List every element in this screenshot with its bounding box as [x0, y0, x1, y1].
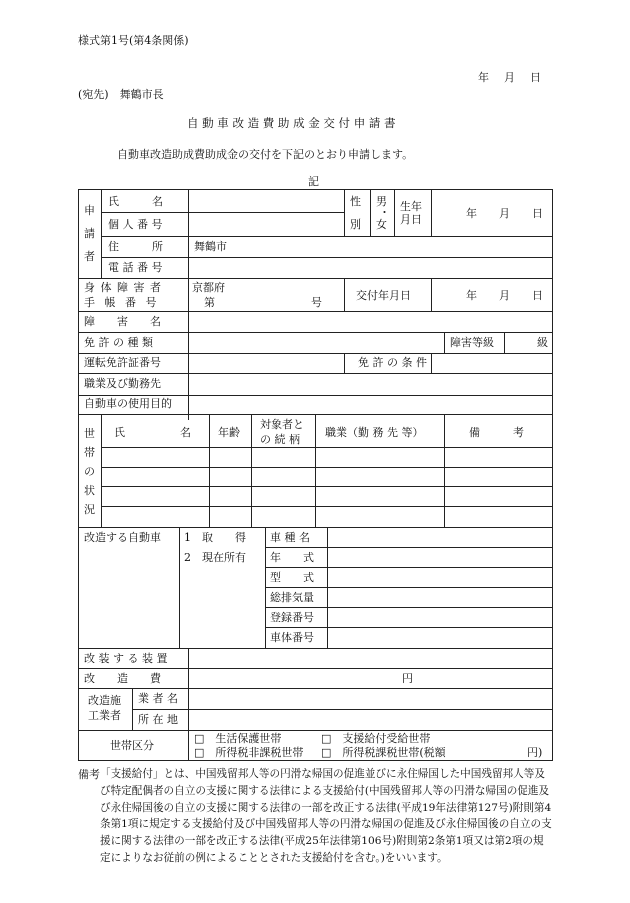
license-number-label: 運転免許証番号: [84, 356, 161, 369]
tax-option-welfare[interactable]: □ 生活保護世帯: [194, 732, 282, 745]
birth-label-1: 生年: [400, 200, 422, 213]
ki-mark: 記: [308, 175, 319, 188]
grade-label: 障害等級: [450, 336, 494, 349]
household-col-job: 職業（勤 務 先 等）: [325, 426, 424, 439]
household-col-rel-2: の 続 柄: [260, 433, 300, 446]
disability-name-label: 障 害 名: [84, 315, 161, 328]
vehicle-option-acquire[interactable]: 1 取 得: [184, 531, 246, 544]
phone-label: 電 話 番 号: [108, 261, 163, 274]
tax-option-support[interactable]: □ 支援給付受給世帯: [321, 732, 431, 745]
household-label-4: 状: [84, 484, 95, 497]
installer-company-label: 業 者 名: [138, 692, 178, 705]
tax-option-taxable[interactable]: □ 所得税課税世帯(税額: [321, 746, 446, 759]
sex-option-dot: ・: [379, 206, 390, 219]
handbook-label-1: 身 体 障 害 者: [84, 281, 162, 294]
sex-label-2: 別: [350, 218, 361, 231]
issue-date-label: 交付年月日: [356, 289, 411, 302]
license-condition-label: 免 許 の 条 件: [358, 356, 427, 369]
phone-input[interactable]: [190, 259, 550, 277]
name-label: 氏 名: [108, 195, 163, 208]
applicant-label-3: 者: [84, 250, 95, 263]
vehicle-field-displacement: 総排気量: [270, 591, 314, 604]
name-input[interactable]: [190, 191, 342, 211]
occupation-label: 職業及び勤務先: [84, 377, 161, 390]
id-number-input[interactable]: [190, 214, 342, 235]
addressee: (宛先) 舞鶴市長: [78, 88, 164, 101]
vehicle-field-chassis: 車体番号: [270, 631, 314, 644]
sex-option-female[interactable]: 女: [376, 218, 387, 231]
vehicle-field-year: 年 式: [270, 551, 314, 564]
vehicle-field-registration: 登録番号: [270, 611, 314, 624]
birth-date-value[interactable]: 年 月 日: [466, 207, 543, 220]
handbook-pref: 京都府: [192, 281, 225, 294]
form-number: 様式第1号(第4条関係): [78, 34, 189, 47]
tax-amount-unit: 円): [527, 746, 543, 759]
address-label: 住 所: [108, 240, 163, 253]
intro-text: 自動車改造助成費助成金の交付を下記のとおり申請します。: [117, 148, 414, 161]
remarks-head: 備考: [78, 768, 100, 781]
household-col-age: 年齢: [218, 426, 240, 439]
household-label-3: の: [84, 465, 95, 478]
handbook-label-2: 手 帳 番 号: [84, 296, 160, 309]
grade-unit: 級: [537, 336, 548, 349]
handbook-dai: 第: [204, 296, 215, 309]
applicant-label-2: 請: [84, 227, 95, 240]
remarks-body: 「支援給付」とは、中国残留邦人等の円滑な帰国の促進並びに永住帰国した中国残留邦人等及び特定配偶者の自立の支援に関する法律による支援給付(中国残留邦人等の円滑な帰国の促進及び永住帰国後の自立の支援に関する法律の一部を改正する法律(平成19年法律第127号)附則第4条第1項に規定する支援給付及び中国残留邦人等の円滑な帰国の促進及び永住帰国後の自立の支援に関する法律の一部を改正する法律(平成25年法律第106号)附則第2条第1項又は第2項の規定によりなお従前の例によることとされた支援給付を含む。)をいいます。: [100, 768, 552, 864]
address-value[interactable]: 舞鶴市: [194, 240, 227, 253]
installer-label-2: 工業者: [88, 709, 121, 722]
vehicle-field-model: 車 種 名: [270, 531, 310, 544]
household-label-2: 帯: [84, 446, 95, 459]
sex-option-male[interactable]: 男: [376, 195, 387, 208]
applicant-label-1: 申: [84, 204, 95, 217]
household-col-rel-1: 対象者と: [260, 418, 304, 431]
handbook-go: 号: [311, 296, 322, 309]
household-col-note: 備 考: [469, 426, 524, 439]
sex-label-1: 性: [350, 195, 361, 208]
tax-category-label: 世帯区分: [110, 739, 154, 752]
application-date: 年 月 日: [478, 71, 543, 84]
cost-label: 改 造 費: [84, 672, 161, 685]
vehicle-field-type: 型 式: [270, 571, 314, 584]
household-label-5: 況: [84, 503, 95, 516]
license-type-label: 免 許 の 種 類: [84, 336, 153, 349]
household-label-1: 世: [84, 427, 95, 440]
household-col-name: 氏 名: [114, 426, 191, 439]
cost-unit: 円: [402, 672, 413, 685]
purpose-label: 自動車の使用目的: [84, 397, 172, 410]
vehicle-label: 改造する自動車: [84, 531, 161, 544]
installer-location-label: 所 在 地: [138, 713, 178, 726]
id-number-label: 個 人 番 号: [108, 218, 163, 231]
tax-option-nontaxable[interactable]: □ 所得税非課税世帯: [194, 746, 304, 759]
vehicle-option-owned[interactable]: 2 現在所有: [184, 551, 246, 564]
device-label: 改 装 す る 装 置: [84, 652, 168, 665]
issue-date-value[interactable]: 年 月 日: [466, 289, 543, 302]
birth-label-2: 月日: [400, 213, 422, 226]
page-title: 自 動 車 改 造 費 助 成 金 交 付 申 請 書: [187, 116, 396, 130]
installer-label-1: 改造施: [88, 694, 121, 707]
